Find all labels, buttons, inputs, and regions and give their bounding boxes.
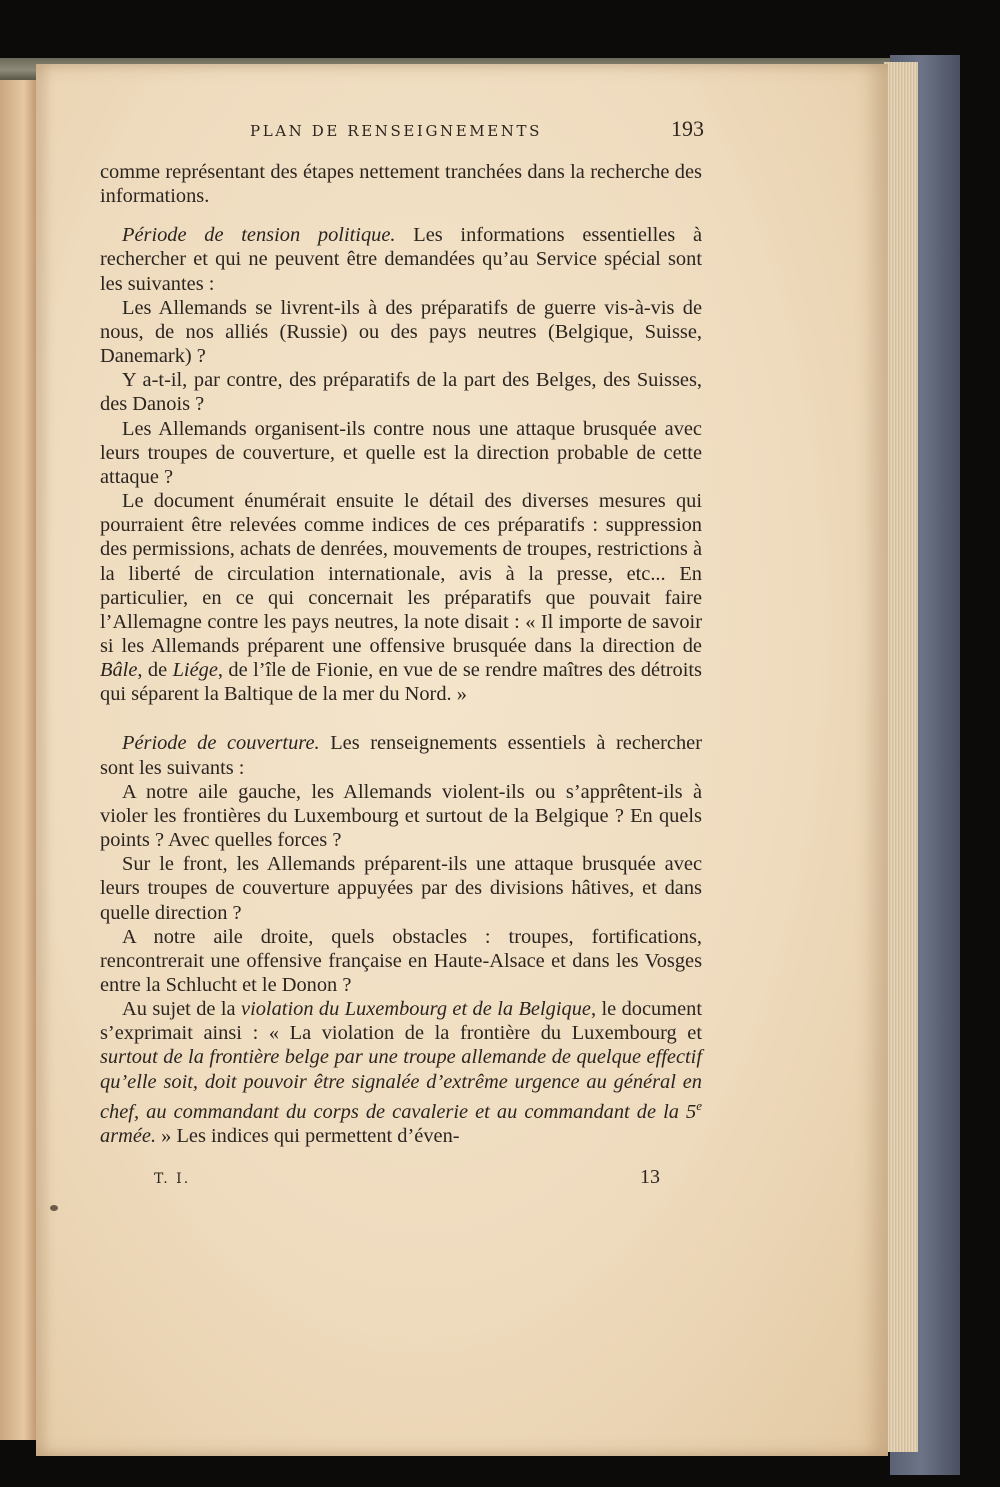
page-number: 193 — [671, 116, 704, 141]
previous-page-edge — [0, 80, 40, 1440]
paragraph-tension-politique — [100, 223, 702, 295]
paragraph-text: , le document s’exprimait ainsi : « La violation de la frontière du Luxembourg et — [100, 998, 702, 1045]
superscript: e — [696, 1097, 702, 1113]
paragraph-text: » Les indices qui permettent d’éven- — [156, 1124, 460, 1147]
ink-spot — [50, 1205, 58, 1211]
paragraph — [100, 489, 702, 706]
place-bale: Bâle — [100, 659, 138, 682]
paragraph: Sur le front, les Allemands préparent-ils une attaque brusquée avec leurs troupes de couverture appuyées par des divisions hâtives, et dans quelle direction ? — [100, 853, 702, 924]
paragraph: Y a-t-il, par contre, des préparatifs de la part des Belges, des Suisses, des Danois ? — [100, 369, 702, 416]
place-liege: Liége — [172, 659, 218, 682]
running-title: PLAN DE RENSEIGNEMENTS — [250, 122, 543, 140]
paragraph: A notre aile gauche, les Allemands violent-ils ou s’apprêtent-ils à violer les frontières du Luxembourg et surtout de la Belgique ? En quels points ? Avec quelles forces ? — [100, 780, 702, 852]
paragraph-text: , de — [137, 659, 173, 682]
paragraph-text: Au sujet de la — [122, 998, 242, 1021]
paragraph-couverture — [100, 731, 702, 779]
paragraph — [100, 997, 702, 1148]
signature-folio: 13 — [640, 1166, 660, 1188]
signature-mark: T. I. — [154, 1171, 191, 1187]
page-body — [100, 160, 702, 1148]
paragraph-text: , de l’île de Fionie, en vue de se rendre maîtres des détroits qui séparent la Baltique de la mer du Nord. » — [100, 659, 702, 706]
section-heading: Période de couverture. — [122, 732, 320, 755]
paragraph-text: Le document énumérait ensuite le détail des diverses mesures qui pourraient être relevées comme indices de ces préparatifs : suppression des permissions, achats de denrées, mouvements de troupes, restrictions à la liberté de circulation internationale, avis à la presse, etc... En particulier, en ce qui concernait les préparatifs que pouvait faire l’Allemagne contre les pays neutres, la note disait : « Il importe de savoir si les Allemands préparent une offensive brusquée dans la direction de — [100, 490, 702, 657]
paragraph: Les Allemands se livrent-ils à des préparatifs de guerre vis-à-vis de nous, de nos alliés (Russie) ou des pays neutres (Belgique, Suisse, Danemark) ? — [100, 296, 702, 368]
paragraph: Les Allemands organisent-ils contre nous une attaque brusquée avec leurs troupes de couverture, et quelle est la direction probable de cette attaque ? — [100, 417, 702, 488]
paragraph: A notre aile droite, quels obstacles : troupes, fortifications, rencontrerait une offensive française en Haute-Alsace et dans les Vosges entre la Schlucht et le Donon ? — [100, 925, 702, 996]
quotation-italic: armée. — [100, 1124, 157, 1147]
quotation-italic: surtout de la frontière belge par une troupe allemande de quelque effectif qu’elle soit, doit pouvoir être signalée d’extrême urgence au général en chef, au commandant du corps de cavalerie et au commandant de la 5 — [100, 1046, 702, 1123]
section-heading: Période de tension politique. — [122, 224, 396, 247]
emphasis: violation du Luxembourg et de la Belgique — [241, 998, 591, 1021]
page-edges — [884, 62, 918, 1452]
paragraph-text: Les informations essentielles à rechercher et qui ne peuvent être demandées qu’au Service spécial sont les suivantes : — [100, 224, 703, 295]
paragraph-text: Les renseignements essentiels à rechercher sont les suivants : — [100, 732, 702, 779]
paragraph: comme représentant des étapes nettement tranchées dans la recherche des informations. — [100, 161, 702, 208]
